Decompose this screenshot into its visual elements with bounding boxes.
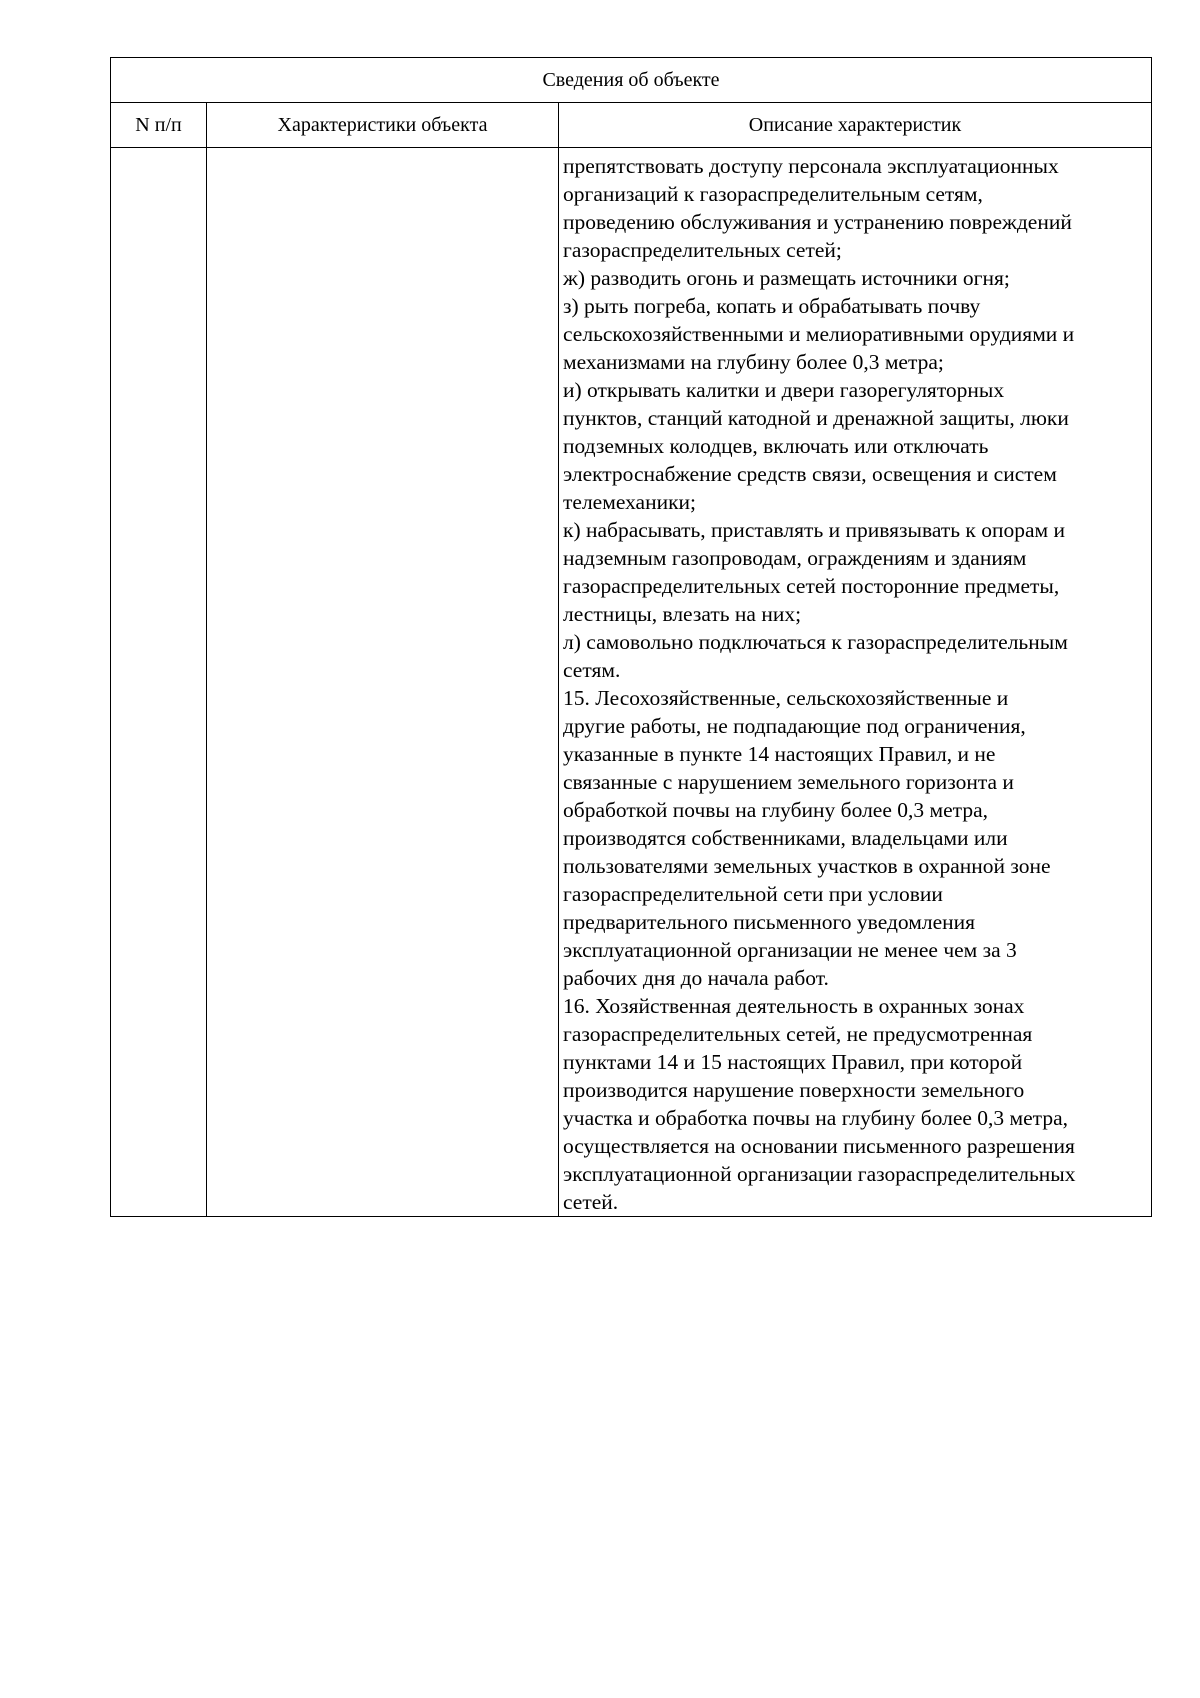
header-description: Описание характеристик	[559, 103, 1152, 148]
table-row	[111, 148, 1152, 1217]
object-info-table	[110, 57, 1152, 1217]
table-caption-row	[111, 58, 1152, 103]
header-number: N п/п	[111, 103, 207, 148]
description-text: препятствовать доступу персонала эксплуатационных организаций к газораспределительным сетям, проведению обслуживания и устранению повреждений газораспределительных сетей; ж) разводить огонь и размещать источники огня; з) рыть погреба, копать и обрабатывать почву сельскохозяйственными и мелиоративными орудиями и механизмами на глубину более 0,3 метра; и) открывать калитки и двери газорегуляторных пунктов, станций катодной и дренажной защиты, люки подземных колодцев, включать или отключать электроснабжение средств связи, освещения и систем телемеханики; к) набрасывать, приставлять и привязывать к опорам и надземным газопроводам, ограждениям и зданиям газораспределительных сетей посторонние предметы, лестницы, влезать на них; л) самовольно подключаться к газораспределительным сетям. 15. Лесохозяйственные, сельскохозяйственные и другие работы, не подпадающие под ограничения, указанные в пункте 14 настоящих Правил, и не связанные с нарушением земельного горизонта и обработкой почвы на глубину более 0,3 метра, производятся собственниками, владельцами или пользователями земельных участков в охранной зоне газораспределительной сети при условии предварительного письменного уведомления эксплуатационной организации не менее чем за 3 рабочих дня до начала работ. 16. Хозяйственная деятельность в охранных зонах газораспределительных сетей, не предусмотренная пунктами 14 и 15 настоящих Правил, при которой производится нарушение поверхности земельного участка и обработка почвы на глубину более 0,3 метра, осуществляется на основании письменного разрешения эксплуатационной организации газораспределительных сетей.	[563, 154, 1076, 1214]
table-caption: Сведения об объекте	[111, 58, 1152, 103]
cell-characteristics	[207, 148, 559, 1217]
cell-description	[559, 148, 1152, 1217]
cell-number	[111, 148, 207, 1217]
header-characteristics: Характеристики объекта	[207, 103, 559, 148]
table-header-row	[111, 103, 1152, 148]
